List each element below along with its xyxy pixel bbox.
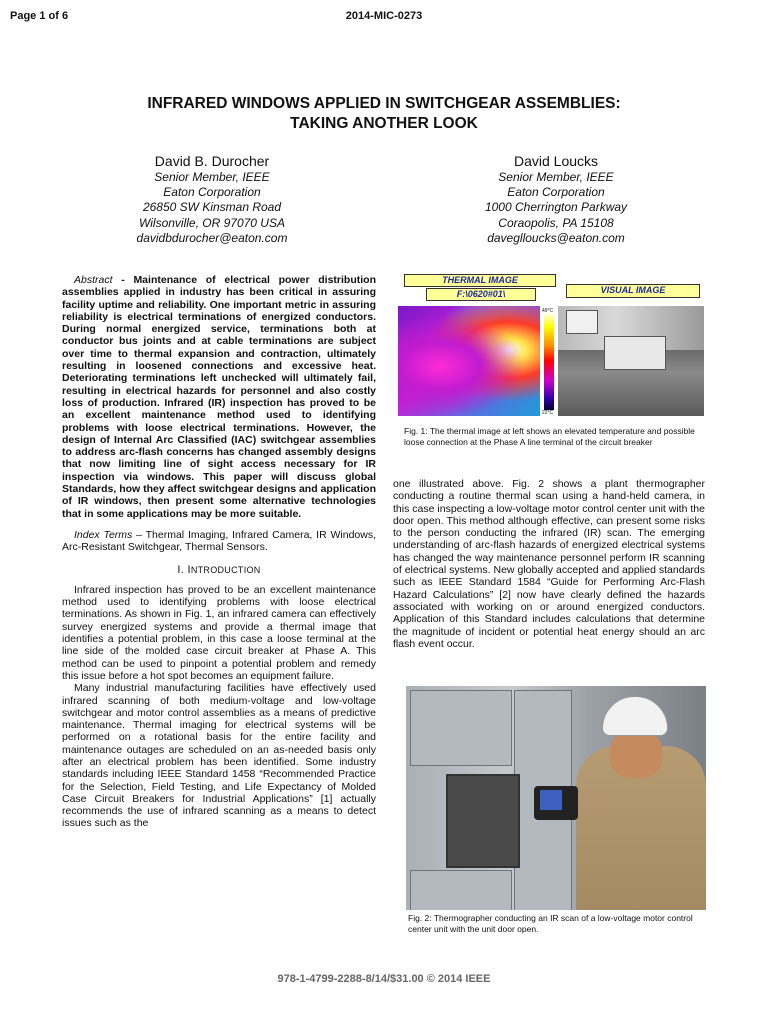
- hard-hat: [602, 696, 668, 736]
- author-name: David B. Durocher: [154, 153, 270, 169]
- figure-2: [406, 686, 706, 910]
- figure-1: [396, 272, 706, 420]
- section-numeral: I. I: [177, 563, 191, 576]
- breaker-panel: [604, 336, 666, 370]
- scale-bottom-label: 22°C: [542, 410, 554, 416]
- author-address: 1000 Cherrington Parkway: [484, 200, 628, 215]
- section-heading-text: NTRODUCTION: [190, 564, 261, 575]
- page-number: Page 1 of 6: [10, 10, 69, 22]
- author-name: David Loucks: [513, 153, 599, 169]
- right-paragraph-1: one illustrated above. Fig. 2 shows a plant thermographer conducting a routine thermal scan using a hand-held camera, in this case inspecting a low-voltage motor control center unit with the door open. This method although effective, can present some risks to the person conducting the infrared (IR) scan. The emerging understanding of arc-flash hazards of energized electrical systems has changed the way maintenance personnel perform IR scanning of electrical systems. New globally accepted and applied standards such as IEEE Standard 1584 “Guide for Performing Arc-Flash Hazard Calculations” [2] now have clearly defined the hazards associated with working on or around energized conductors. Application of this Standard includes calculations that determine the magnitude of incident or potential heat energy should an arc flash event occur.: [393, 478, 705, 650]
- intro-paragraph-1: Infrared inspection has proved to be an excellent maintenance method used to identifying problems with loose electrical terminations. As shown in Fig. 1, an infrared camera can effectively survey energized systems and provide a thermal image that identifies a potential problem, in this case a loose terminal at the line side of the molded case circuit breaker at Phase A. This method can be used to pinpoint a potential problem and remedy this issue before a hot spot becomes an equipment failure.: [62, 583, 376, 682]
- abstract-text: - Maintenance of electrical power distribution assemblies applied in industry has been critical in assuring facility uptime and reliability. One important metric in assuring reliability is electrical terminations of energized conductors. During normal energized service, terminations both at conductor bus joints and at cable terminations are subject over time to thermal expansion and contraction, ultimately resulting in loosened connections and excessive heat. Deteriorating terminations left unchecked will ultimately fail, resulting in electrical hazards for personnel and also costly loss of production. Infrared (IR) inspection has proved to be an excellent maintenance method used to identifying problems with loose electrical terminations. However, the design of Internal Arc Classified (IAC) switchgear assemblies to address arc-flash concerns has changed assembly designs that now limiting line of sight access necessary for IR inspection via windows. This paper will discuss global Standards, how they affect switchgear designs and application of IR windows, then present some alternative technologies that in some applications may be more suitable.: [62, 274, 376, 520]
- abstract: [62, 274, 376, 520]
- open-mcc-unit: [446, 774, 520, 868]
- abstract-label: Abstract: [74, 274, 113, 286]
- author-email[interactable]: davidbdurocher@eaton.com: [136, 230, 288, 245]
- author-city: Wilsonville, OR 97070 USA: [139, 215, 285, 230]
- thermal-image-label: THERMAL IMAGE: [404, 274, 556, 287]
- temperature-scale-bar: [544, 312, 554, 410]
- author-org: Eaton Corporation: [163, 185, 261, 200]
- document-id: 2014-MIC-0273: [345, 10, 423, 22]
- author-email[interactable]: daveglloucks@eaton.com: [487, 230, 625, 245]
- thermographer-face: [610, 730, 662, 778]
- author-org: Eaton Corporation: [507, 185, 605, 200]
- author-role: Senior Member, IEEE: [154, 170, 270, 184]
- footer-copyright: 978-1-4799-2288-8/14/$31.00 © 2014 IEEE: [277, 973, 491, 985]
- intro-paragraph-2: Many industrial manufacturing facilities have effectively used infrared scanning of both medium-voltage and low-voltage switchgear and motor control assemblies as a means of predictive maintenance. Thermal imaging for electrical systems will be performed on a rotational basis for the entire facility and maintenance outages are scheduled on an as-needed basis only after an electrical problem has been identified. Some industry standards including IEEE Standard 1458 “Recommended Practice for the Selection, Field Testing, and Life Expectancy of Molded Case Circuit Breakers for Industrial Applications” [1] actually recommends the use of infrared scanning as a means to detect issues such as the: [62, 682, 376, 830]
- title-line-1: INFRARED WINDOWS APPLIED IN SWITCHGEAR ASSEMBLIES:: [147, 95, 621, 112]
- terminal-block: [566, 310, 598, 334]
- index-terms-label: Index Terms: [74, 528, 133, 541]
- visual-image: [558, 306, 704, 416]
- scale-top-label: 49°C: [542, 308, 554, 314]
- visual-image-label: VISUAL IMAGE: [566, 284, 700, 298]
- section-heading-introduction: [62, 564, 376, 576]
- title-line-2: TAKING ANOTHER LOOK: [290, 115, 478, 132]
- mcc-door: [410, 870, 512, 910]
- author-role: Senior Member, IEEE: [498, 170, 614, 184]
- index-terms-text: – Thermal Imaging, Infrared Camera, IR Windows, Arc-Resistant Switchgear, Thermal Sensors.: [62, 528, 377, 554]
- author-address: 26850 SW Kinsman Road: [142, 200, 282, 215]
- author-city: Coraopolis, PA 15108: [498, 215, 614, 230]
- author-block-1: [62, 152, 362, 246]
- camera-screen: [540, 790, 562, 810]
- author-block-2: [406, 152, 706, 246]
- right-column: [393, 478, 705, 650]
- paper-title: [60, 94, 708, 134]
- index-terms: [62, 529, 376, 554]
- figure-1-caption: Fig. 1: The thermal image at left shows an elevated temperature and possible loose connection at the Phase A line terminal of the circuit breaker: [404, 426, 695, 447]
- file-label: F:\0620#01\: [426, 288, 536, 301]
- left-column: [62, 274, 376, 830]
- mcc-door: [410, 690, 512, 766]
- figure-2-caption: Fig. 2: Thermographer conducting an IR scan of a low-voltage motor control center unit with the unit door open.: [408, 913, 693, 934]
- thermal-image: [398, 306, 540, 416]
